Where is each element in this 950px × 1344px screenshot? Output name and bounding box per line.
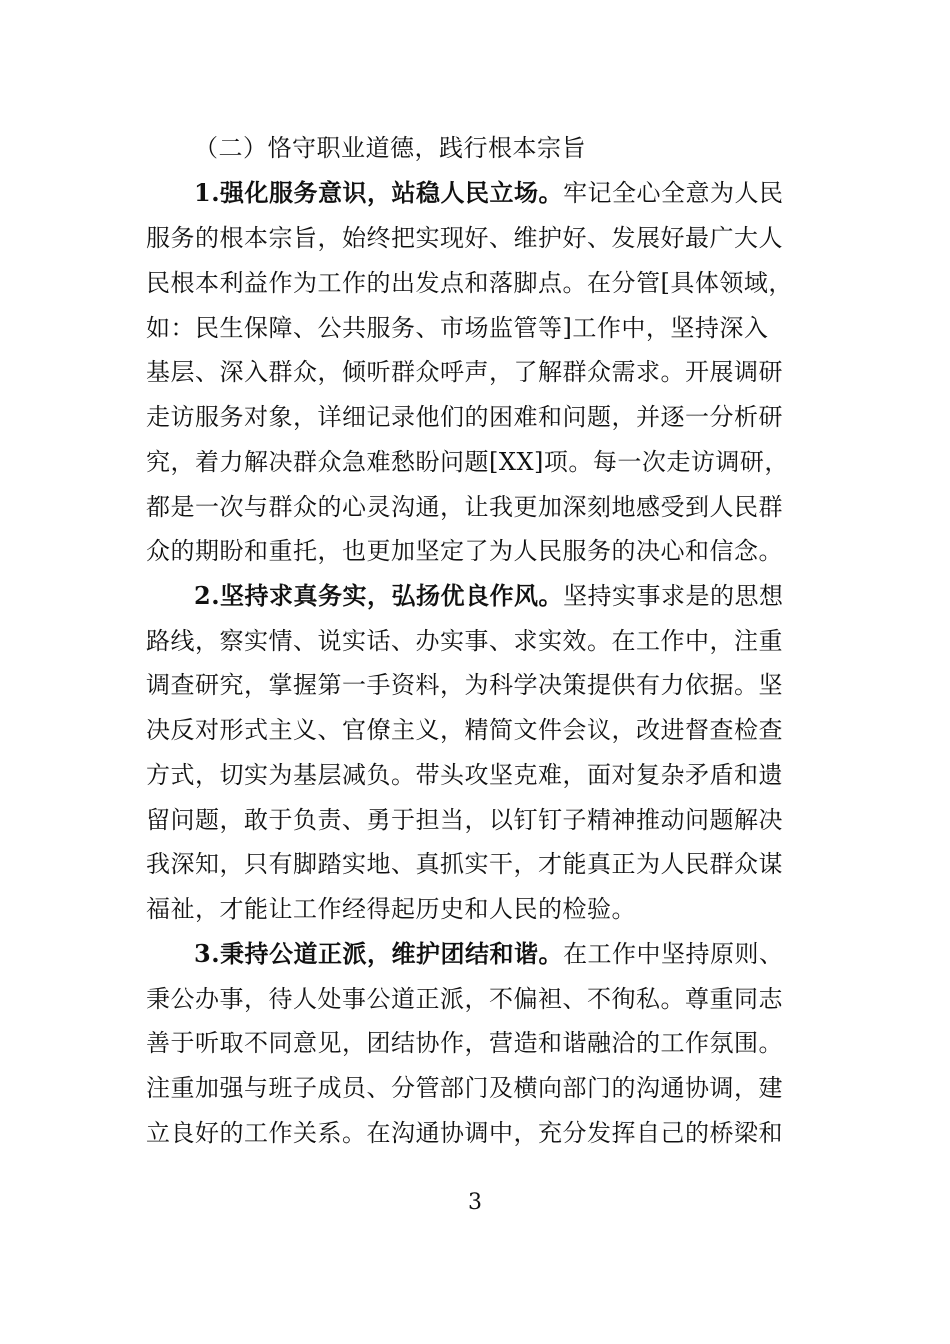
- paragraph-2-line: 路线，察实情、说实话、办实事、求实效。在工作中，注重: [146, 627, 783, 655]
- paragraph-2-first-line: [194, 581, 816, 611]
- paragraph-2-line: 决反对形式主义、官僚主义，精简文件会议，改进督查检查: [146, 716, 783, 744]
- paragraph-1-line: 究，着力解决群众急难愁盼问题[XX]项。每一次走访调研，: [146, 448, 789, 476]
- paragraph-2-line: 福祉，才能让工作经得起历史和人民的检验。: [146, 895, 636, 923]
- paragraph-1-first-line: [194, 178, 816, 208]
- paragraph-2-line: 留问题，敢于负责、勇于担当，以钉钉子精神推动问题解决: [146, 806, 783, 834]
- section-heading: （二）恪守职业道德，践行根本宗旨: [194, 134, 586, 162]
- paragraph-1-line: 众的期盼和重托，也更加坚定了为人民服务的决心和信念。: [146, 537, 783, 565]
- paragraph-3-text: 在工作中坚持原则、: [563, 940, 784, 968]
- paragraph-3-line: 立良好的工作关系。在沟通协调中，充分发挥自己的桥梁和: [146, 1119, 783, 1147]
- paragraph-1-text: 牢记全心全意为人民: [563, 179, 784, 207]
- paragraph-3-line: 秉公办事，待人处事公道正派，不偏袒、不徇私。尊重同志: [146, 985, 783, 1013]
- paragraph-3-line: 善于听取不同意见，团结协作，营造和谐融洽的工作氛围。: [146, 1029, 783, 1057]
- paragraph-3-line: 注重加强与班子成员、分管部门及横向部门的沟通协调，建: [146, 1074, 783, 1102]
- paragraph-3-first-line: [194, 939, 816, 969]
- paragraph-1-line: 基层、深入群众，倾听群众呼声，了解群众需求。开展调研: [146, 358, 783, 386]
- paragraph-2-text: 坚持实事求是的思想: [563, 582, 784, 610]
- paragraph-1-line: 如：民生保障、公共服务、市场监管等]工作中，坚持深入: [146, 314, 769, 342]
- paragraph-1-line: 走访服务对象，详细记录他们的困难和问题，并逐一分析研: [146, 403, 783, 431]
- paragraph-1-lead: 1.强化服务意识，站稳人民立场。: [194, 178, 564, 207]
- paragraph-2-line: 方式，切实为基层减负。带头攻坚克难，面对复杂矛盾和遗: [146, 761, 783, 789]
- paragraph-2-line: 调查研究，掌握第一手资料，为科学决策提供有力依据。坚: [146, 671, 783, 699]
- paragraph-2-lead: 2.坚持求真务实，弘扬优良作风。: [194, 581, 564, 610]
- paragraph-3-lead: 3.秉持公道正派，维护团结和谐。: [194, 939, 564, 968]
- page-number: 3: [468, 1190, 482, 1215]
- paragraph-1-line: 服务的根本宗旨，始终把实现好、维护好、发展好最广大人: [146, 224, 783, 252]
- paragraph-1-line: 都是一次与群众的心灵沟通，让我更加深刻地感受到人民群: [146, 493, 783, 521]
- paragraph-1-line: 民根本利益作为工作的出发点和落脚点。在分管[具体领域，: [146, 269, 793, 297]
- paragraph-2-line: 我深知，只有脚踏实地、真抓实干，才能真正为人民群众谋: [146, 850, 783, 878]
